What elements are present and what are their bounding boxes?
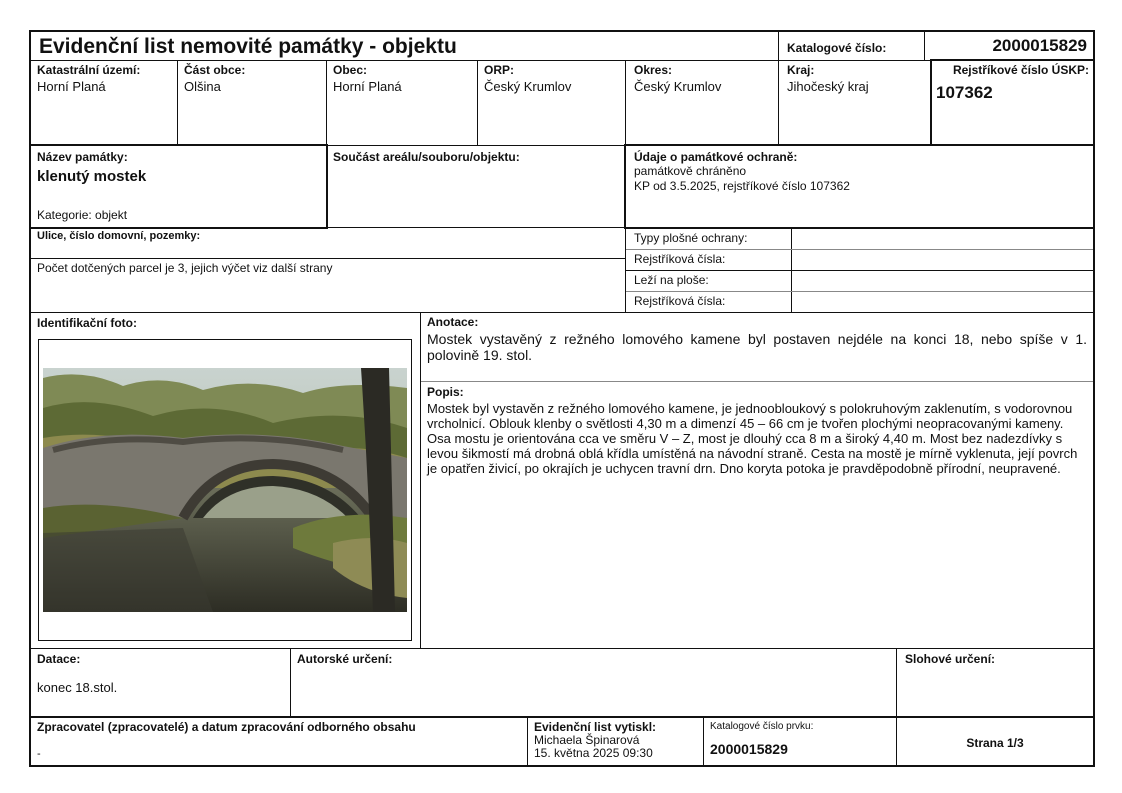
zpracovatel-label: Zpracovatel (zpracovatelé) a datum zpracování odborného obsahu — [37, 720, 416, 734]
bridge-photo — [43, 368, 407, 612]
datace-value: konec 18.stol. — [37, 680, 118, 695]
okres-value: Český Krumlov — [634, 79, 722, 94]
obec-value: Horní Planá — [333, 79, 402, 94]
nazev-value: klenutý mostek — [37, 168, 147, 185]
cast-obce-cell — [178, 61, 326, 144]
ulice-label: Ulice, číslo domovní, pozemky: — [37, 230, 201, 242]
kraj-value: Jihočeský kraj — [787, 79, 869, 94]
orp-cell — [478, 61, 625, 144]
rejstrik-value: 107362 — [936, 83, 993, 102]
protection-row-label: Rejstříková čísla: — [634, 294, 726, 308]
slohove-label: Slohové určení: — [905, 652, 996, 666]
autorske-label: Autorské určení: — [297, 652, 393, 666]
cast-obce-value: Olšina — [184, 79, 221, 94]
evidence-sheet — [29, 30, 1095, 767]
anotace-cell — [421, 313, 1093, 381]
kraj-label: Kraj: — [787, 63, 815, 77]
parcels-text: Počet dotčených parcel je 3, jejich výčet viz další strany — [37, 261, 333, 275]
anotace-label: Anotace: — [427, 315, 479, 329]
nazev-label: Název památky: — [37, 150, 128, 164]
vytiskl-label: Evidenční list vytiskl: — [534, 720, 657, 734]
popis-label: Popis: — [427, 385, 464, 399]
slohove-cell — [897, 649, 1093, 716]
autorske-cell — [291, 649, 896, 716]
okres-cell — [626, 61, 778, 144]
catalog-value-cell — [925, 32, 1093, 60]
photo-label: Identifikační foto: — [37, 316, 137, 330]
katastralni-uzemi-label: Katastrální území: — [37, 63, 141, 77]
protection-row-1 — [626, 228, 791, 249]
kraj-cell — [779, 61, 931, 144]
katastralni-uzemi-cell — [31, 61, 177, 144]
obec-label: Obec: — [333, 63, 368, 77]
datace-label: Datace: — [37, 652, 81, 666]
udaje-cell — [626, 146, 1093, 227]
protection-row-4 — [626, 292, 791, 312]
ulice-cell — [31, 228, 625, 258]
okres-label: Okres: — [634, 63, 673, 77]
soucast-cell — [327, 146, 625, 227]
anotace-text: Mostek vystavěný z režného lomového kamene byl postaven nejdéle na konci 18, nebo spíše v 1. polovině 19. stol. — [427, 331, 1087, 363]
parcels-cell — [31, 259, 625, 313]
cast-obce-label: Část obce: — [184, 63, 246, 77]
vytiskl-date: 15. května 2025 09:30 — [534, 746, 653, 760]
katastralni-uzemi-value: Horní Planá — [37, 79, 106, 94]
protection-row-label: Leží na ploše: — [634, 273, 709, 287]
protection-row-label: Typy plošné ochrany: — [634, 231, 748, 245]
vytiskl-cell — [528, 718, 703, 765]
kategorie-text: Kategorie: objekt — [37, 208, 128, 222]
obec-cell — [327, 61, 477, 144]
catalog-item-cell — [704, 718, 896, 765]
nazev-cell — [31, 146, 326, 227]
page-number: Strana 1/3 — [966, 736, 1024, 750]
soucast-label: Součást areálu/souboru/objektu: — [333, 150, 520, 164]
udaje-line-2: KP od 3.5.2025, rejstříkové číslo 107362 — [634, 179, 850, 193]
zpracovatel-value: - — [37, 748, 41, 760]
orp-label: ORP: — [484, 63, 514, 77]
protection-row-2 — [626, 250, 791, 270]
rejstrik-cell — [932, 61, 1093, 144]
catalog-label: Katalogové číslo: — [787, 41, 887, 55]
page-number-cell — [897, 718, 1093, 765]
sheet-title: Evidenční list nemovité památky - objektu — [39, 35, 457, 58]
catalog-item-value: 2000015829 — [710, 741, 788, 757]
sheet-title-cell — [31, 32, 778, 60]
udaje-label: Údaje o památkové ochraně: — [634, 150, 798, 164]
catalog-label-cell — [779, 32, 924, 60]
catalog-item-label: Katalogové číslo prvku: — [710, 721, 814, 732]
protection-row-3 — [626, 271, 791, 291]
datace-cell — [31, 649, 290, 716]
rejstrik-label: Rejstříkové číslo ÚSKP: — [952, 63, 1089, 77]
zpracovatel-cell — [31, 718, 527, 765]
orp-value: Český Krumlov — [484, 79, 572, 94]
popis-text: Mostek byl vystavěn z režného lomového kamene, je jednoobloukový s polokruhovým zaklenutím, s vodorovnou vrcholnicí. Oblouk klenby o světlosti 4,30 m a dimenzí 45 – 66 cm je tvořen plochými neopracovanými kameny. Osa mostu je orientována cca ve směru V – Z, most je dlouhý cca 8 m a široký 4,40 m. Most bez nadezdívky s levou šikmostí má drobná oblá křídla umístěná na návodní straně. Cesta na mostě je mírně vyklenuta, její povrch je opatřen živicí, po okrajích je uchycen travní drn. Dno koryta potoka je pravděpodobně přírodní, neupravené. — [427, 401, 1078, 476]
udaje-line-1: památkově chráněno — [634, 164, 747, 178]
catalog-value: 2000015829 — [992, 36, 1087, 55]
vytiskl-name: Michaela Špinarová — [534, 733, 640, 747]
popis-cell — [421, 382, 1093, 648]
protection-row-label: Rejstříková čísla: — [634, 252, 726, 266]
